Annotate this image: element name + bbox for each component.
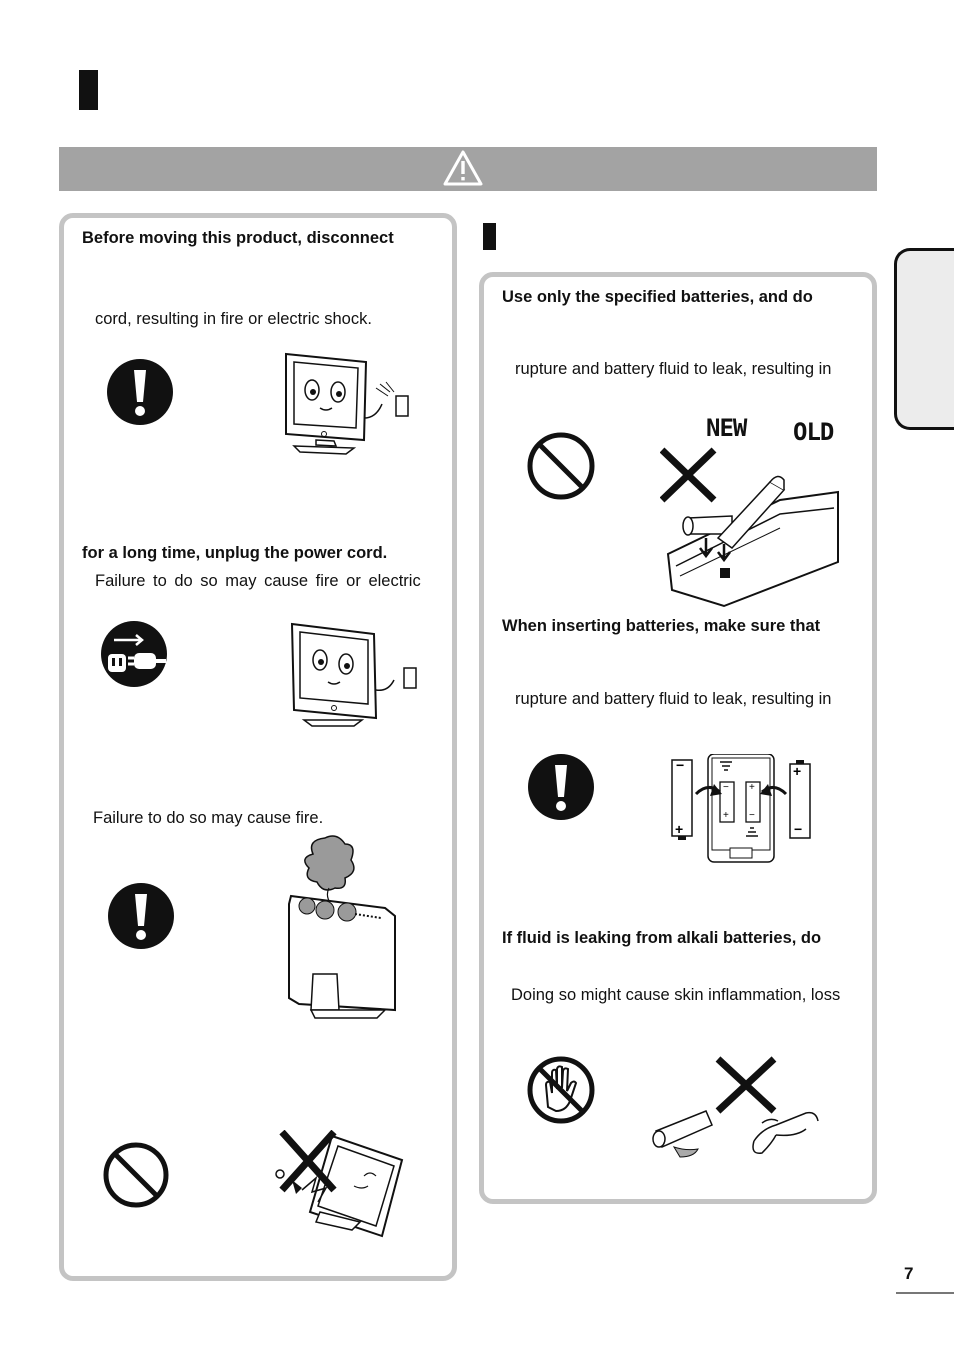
old-label: OLD xyxy=(793,418,834,446)
item-text: rupture and battery fluid to leak, resulting in xyxy=(515,690,832,708)
exclamation-icon xyxy=(107,882,175,950)
dust-fire-illustration xyxy=(285,834,405,1024)
item-text: Failure to do so may cause fire or electric xyxy=(95,572,421,590)
side-tab xyxy=(894,248,954,430)
svg-text:+: + xyxy=(793,763,802,779)
no-touch-hand-icon xyxy=(526,1055,596,1125)
tv-unplug-illustration xyxy=(282,620,422,730)
item-text: Doing so might cause skin inflammation, loss xyxy=(511,986,841,1004)
item-text: rupture and battery fluid to leak, resulting in xyxy=(515,360,832,378)
unplug-icon xyxy=(100,620,168,688)
warning-banner xyxy=(59,147,877,191)
item-text: Failure to do so may cause fire. xyxy=(93,809,324,827)
svg-text:+: + xyxy=(675,821,684,837)
svg-text:+: + xyxy=(723,810,729,821)
item-heading: When inserting batteries, make sure that xyxy=(502,617,821,635)
leaking-battery-illustration xyxy=(646,1055,826,1165)
item-heading: for a long time, unplug the power cord. xyxy=(82,544,388,562)
exclamation-icon xyxy=(106,358,174,426)
page-number-rule xyxy=(896,1292,954,1294)
no-symbol-icon xyxy=(102,1141,170,1209)
warning-triangle-icon xyxy=(443,150,483,186)
item-heading: Use only the specified batteries, and do xyxy=(502,288,813,306)
svg-text:−: − xyxy=(676,757,685,773)
section-marker xyxy=(79,70,98,110)
svg-text:−: − xyxy=(749,810,755,821)
tv-unplug-illustration xyxy=(276,348,416,458)
svg-text:−: − xyxy=(723,782,729,793)
battery-polarity-illustration xyxy=(668,754,818,866)
svg-text:−: − xyxy=(794,821,803,837)
item-heading: Before moving this product, disconnect xyxy=(82,229,394,247)
section-marker xyxy=(483,223,496,250)
exclamation-icon xyxy=(527,753,595,821)
new-label: NEW xyxy=(706,414,747,442)
item-heading: If fluid is leaking from alkali batteries, do xyxy=(502,929,822,947)
tv-falling-illustration xyxy=(272,1130,412,1240)
mixed-batteries-illustration xyxy=(660,442,850,612)
no-symbol-icon xyxy=(526,431,596,501)
item-text: cord, resulting in fire or electric shock. xyxy=(95,310,372,328)
svg-text:+: + xyxy=(749,782,755,793)
page-number: 7 xyxy=(904,1264,914,1283)
